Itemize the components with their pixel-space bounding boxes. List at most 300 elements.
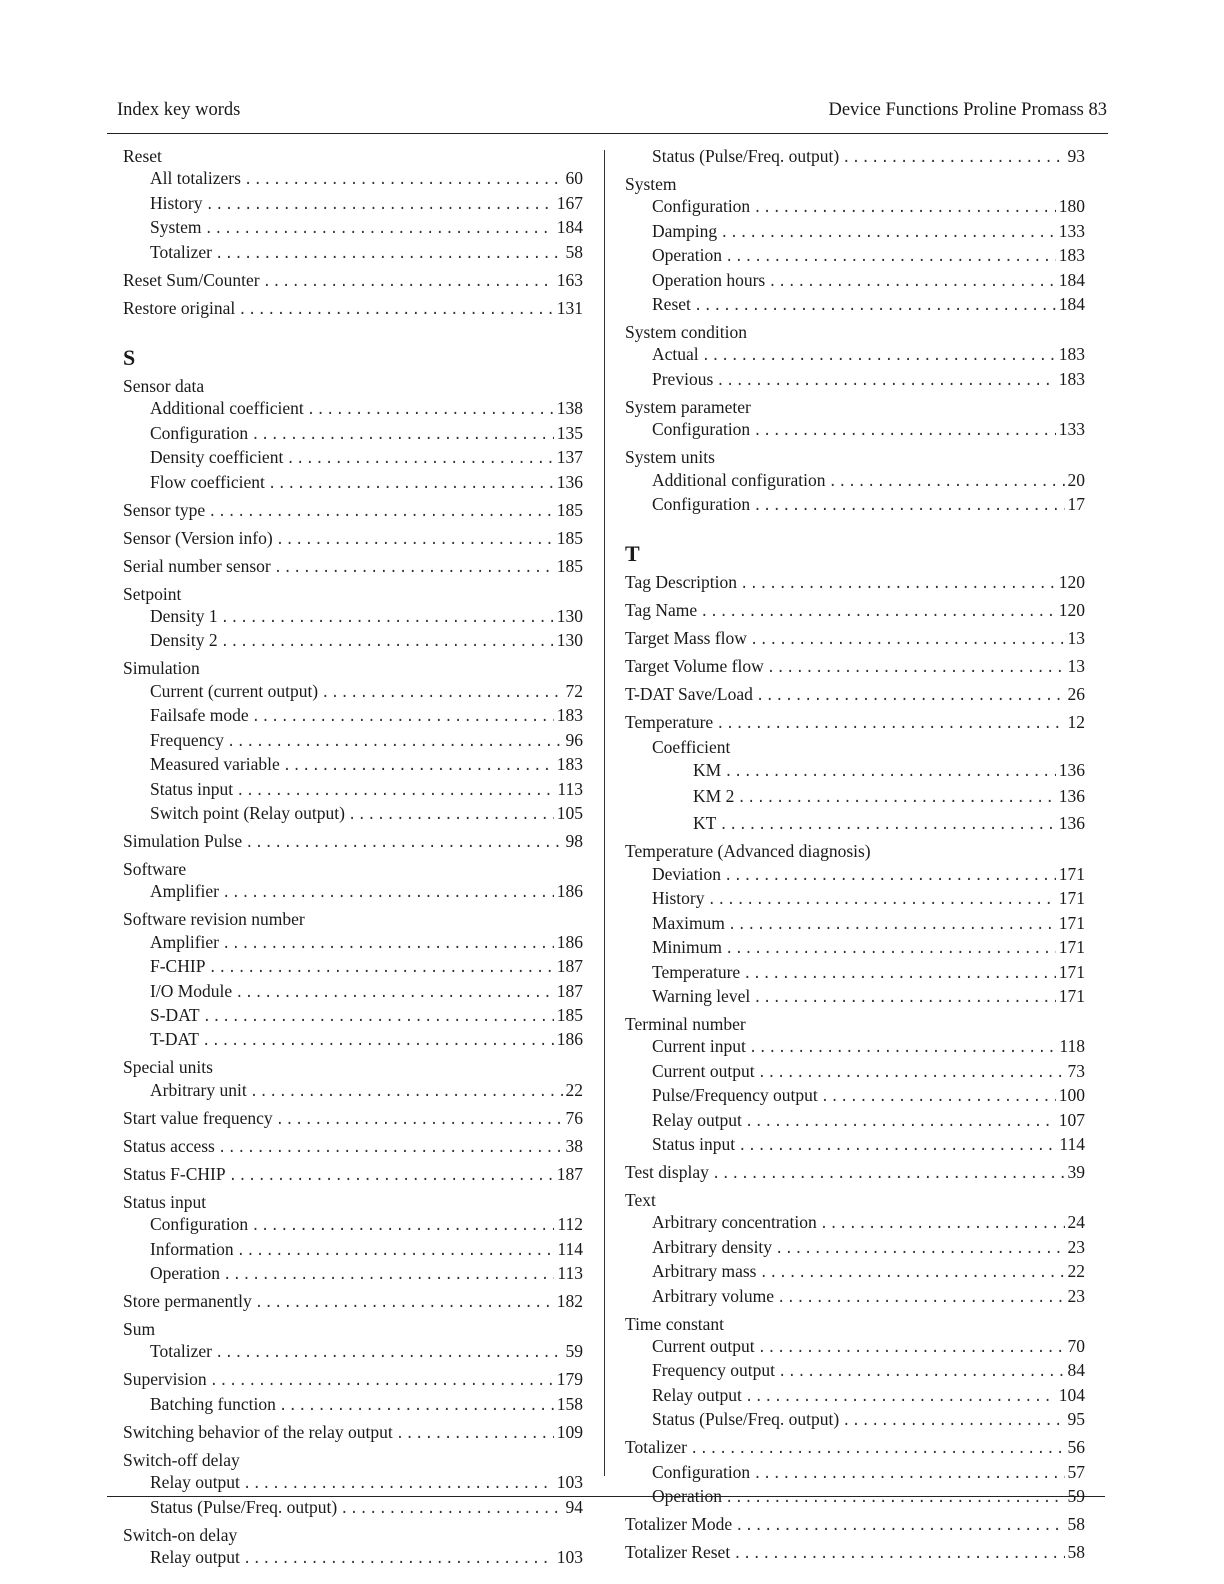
leader-dots — [756, 685, 1065, 707]
page-number: 22 — [565, 1079, 583, 1100]
index-term: Operation — [652, 1486, 722, 1507]
leader-dots — [725, 1487, 1065, 1509]
index-term: Current (current output) — [150, 680, 319, 701]
leader-dots — [245, 832, 562, 854]
index-entry — [123, 778, 583, 802]
index-term: Temperature — [652, 961, 741, 982]
index-heading: Switch-on delay — [123, 1524, 238, 1545]
leader-dots — [740, 573, 1056, 595]
leader-dots — [767, 657, 1065, 679]
index-entry — [123, 422, 583, 446]
page-number: 58 — [1067, 1542, 1085, 1563]
index-entry — [625, 1133, 1085, 1157]
leader-dots — [229, 1165, 554, 1187]
index-group — [123, 1318, 583, 1365]
index-term: Configuration — [652, 1461, 751, 1482]
page-number: 22 — [1067, 1261, 1085, 1282]
index-term: Flow coefficient — [150, 471, 265, 492]
index-entry — [123, 241, 583, 265]
page-number: 133 — [1058, 419, 1085, 440]
index-term: Reset Sum/Counter — [123, 269, 260, 290]
leader-dots — [708, 889, 1056, 911]
index-entry — [123, 1496, 583, 1520]
page-number: 60 — [565, 168, 583, 189]
index-term: All totalizers — [150, 168, 241, 189]
index-term: KM 2 — [693, 786, 735, 807]
index-term: Frequency output — [652, 1360, 775, 1381]
leader-dots — [735, 1515, 1064, 1537]
leader-dots — [760, 1262, 1065, 1284]
index-group — [625, 446, 1085, 517]
leader-dots — [276, 529, 554, 551]
index-group — [123, 1449, 583, 1520]
leader-dots — [221, 631, 554, 653]
index-group — [625, 599, 1085, 623]
index-entry — [123, 269, 583, 293]
leader-dots — [222, 882, 554, 904]
index-entry — [625, 1211, 1085, 1235]
index-term: I/O Module — [150, 980, 233, 1001]
page-number: 186 — [556, 931, 583, 952]
page-header — [117, 100, 1107, 128]
leader-dots — [203, 1006, 554, 1028]
index-term: Supervision — [123, 1369, 207, 1390]
page-number: 186 — [556, 881, 583, 902]
index-column-left — [123, 145, 583, 1570]
index-group — [625, 627, 1085, 651]
page-number: 93 — [1067, 146, 1085, 166]
index-entry — [625, 1335, 1085, 1359]
leader-dots — [725, 938, 1056, 960]
page-number: 58 — [1067, 1514, 1085, 1535]
leader-dots — [720, 222, 1056, 244]
index-entry — [625, 1408, 1085, 1432]
header-rule — [107, 133, 1108, 134]
index-term: KT — [693, 812, 717, 833]
leader-dots — [753, 987, 1056, 1009]
leader-dots — [283, 755, 554, 777]
page-number: 57 — [1067, 1461, 1085, 1482]
index-entry — [625, 145, 1085, 169]
leader-dots — [753, 197, 1056, 219]
leader-dots — [321, 682, 562, 704]
leader-dots — [737, 786, 1055, 810]
leader-dots — [775, 1238, 1064, 1260]
leader-dots — [307, 399, 554, 421]
page-number: 58 — [565, 241, 583, 262]
leader-dots — [202, 1030, 554, 1052]
index-term: Density 2 — [150, 630, 218, 651]
index-group — [123, 1368, 583, 1417]
index-term: Store permanently — [123, 1290, 252, 1311]
leader-dots — [206, 194, 554, 216]
leader-dots — [252, 706, 554, 728]
leader-dots — [725, 246, 1056, 268]
leader-dots — [251, 1215, 554, 1237]
page-number: 26 — [1067, 684, 1085, 705]
page-number: 23 — [1067, 1285, 1085, 1306]
column-divider — [604, 150, 605, 1476]
index-heading: Switch-off delay — [123, 1449, 240, 1470]
index-term: Configuration — [150, 422, 249, 443]
index-group — [123, 1056, 583, 1103]
header-document-title: Device Functions Proline Promass 83 — [828, 100, 1107, 120]
index-heading: Software revision number — [123, 909, 305, 930]
index-entry — [625, 1384, 1085, 1408]
leader-dots — [778, 1361, 1065, 1383]
index-group — [123, 830, 583, 854]
page-number: 137 — [556, 447, 583, 468]
leader-dots — [286, 448, 553, 470]
index-entry — [625, 1084, 1085, 1108]
index-group — [123, 1107, 583, 1131]
index-group — [123, 499, 583, 523]
index-term: Current output — [652, 1060, 755, 1081]
index-term: History — [652, 888, 705, 909]
leader-dots — [215, 1342, 563, 1364]
page-number: 185 — [556, 555, 583, 576]
index-entry — [625, 961, 1085, 985]
page-number: 180 — [1058, 196, 1085, 217]
index-term: Switching behavior of the relay output — [123, 1421, 393, 1442]
index-group — [625, 1313, 1085, 1433]
index-entry — [123, 1262, 583, 1286]
index-group — [625, 655, 1085, 679]
index-group — [123, 1163, 583, 1187]
index-entry — [123, 680, 583, 704]
leader-dots — [777, 1287, 1065, 1309]
index-entry — [123, 605, 583, 629]
index-term: Damping — [652, 220, 718, 241]
page-number: 183 — [556, 705, 583, 726]
index-entry — [625, 195, 1085, 219]
index-entry — [625, 985, 1085, 1009]
page-number: 130 — [556, 630, 583, 651]
page-number: 167 — [556, 192, 583, 213]
index-term: Temperature — [625, 712, 714, 733]
index-group — [123, 1290, 583, 1314]
index-entry — [625, 758, 1085, 784]
index-term: Status access — [123, 1135, 215, 1156]
leader-dots — [745, 1386, 1056, 1408]
page-number: 24 — [1067, 1212, 1085, 1233]
page-number: 104 — [1058, 1384, 1085, 1405]
page-number: 103 — [556, 1547, 583, 1567]
page-number: 105 — [556, 802, 583, 823]
index-entry — [625, 1485, 1085, 1509]
leader-dots — [753, 495, 1064, 517]
index-heading: System units — [625, 447, 715, 468]
index-term: Configuration — [652, 196, 751, 217]
index-entry — [625, 269, 1085, 293]
index-group — [123, 297, 583, 321]
index-group — [123, 1421, 583, 1445]
index-group — [625, 321, 1085, 392]
index-entry — [123, 555, 583, 579]
index-term: Operation hours — [652, 269, 766, 290]
leader-dots — [236, 780, 554, 802]
index-entry — [123, 1028, 583, 1052]
index-group — [123, 583, 583, 654]
leader-dots — [223, 1264, 554, 1286]
index-column-right — [625, 145, 1085, 1565]
index-entry — [123, 802, 583, 826]
page-number: 187 — [556, 980, 583, 1001]
index-term: T-DAT Save/Load — [625, 684, 753, 705]
index-entry — [625, 220, 1085, 244]
index-entry — [625, 293, 1085, 317]
page-number: 84 — [1067, 1360, 1085, 1381]
index-entry — [625, 1513, 1085, 1537]
page-number: 171 — [1058, 863, 1085, 884]
index-entry — [625, 368, 1085, 392]
index-entry — [123, 1393, 583, 1417]
index-group — [625, 1541, 1085, 1565]
leader-dots — [694, 295, 1056, 317]
index-entry — [123, 980, 583, 1004]
index-term: Previous — [652, 368, 714, 389]
index-term: Arbitrary density — [652, 1236, 773, 1257]
index-entry — [625, 1109, 1085, 1133]
page-number: 94 — [565, 1496, 583, 1517]
index-entry — [123, 753, 583, 777]
index-group — [123, 908, 583, 1052]
leader-dots — [750, 629, 1065, 651]
index-group — [625, 1513, 1085, 1537]
page-number: 184 — [1058, 269, 1085, 290]
index-group — [123, 555, 583, 579]
index-entry — [123, 1290, 583, 1314]
index-subheading: Coefficient — [652, 736, 731, 757]
page-number: 56 — [1067, 1437, 1085, 1458]
leader-dots — [716, 370, 1056, 392]
index-term: Minimum — [652, 937, 723, 958]
index-group — [123, 527, 583, 551]
leader-dots — [222, 933, 554, 955]
index-group — [625, 1189, 1085, 1309]
index-term: Arbitrary unit — [150, 1079, 247, 1100]
leader-dots — [205, 218, 554, 240]
leader-dots — [210, 1370, 554, 1392]
index-term: Totalizer Reset — [625, 1542, 731, 1563]
index-group — [123, 269, 583, 293]
index-entry — [123, 629, 583, 653]
page-number: 133 — [1058, 220, 1085, 241]
page-number: 184 — [1058, 294, 1085, 315]
page-number: 39 — [1067, 1161, 1085, 1182]
index-entry — [625, 1236, 1085, 1260]
page-number: 59 — [1067, 1486, 1085, 1507]
index-entry — [123, 216, 583, 240]
page-number: 171 — [1058, 937, 1085, 958]
page-number: 171 — [1058, 961, 1085, 982]
leader-dots — [263, 271, 554, 293]
leader-dots — [821, 1086, 1056, 1108]
letter-heading: T — [625, 541, 640, 567]
index-term: Status F-CHIP — [123, 1163, 226, 1184]
index-term: Relay output — [652, 1109, 742, 1130]
index-entry — [625, 469, 1085, 493]
index-group — [625, 1013, 1085, 1157]
leader-dots — [768, 271, 1056, 293]
index-term: Tag Name — [625, 600, 698, 621]
index-term: Frequency — [150, 729, 224, 750]
page-number: 158 — [556, 1393, 583, 1414]
index-entry — [625, 811, 1085, 837]
index-entry — [123, 729, 583, 753]
page-number: 38 — [565, 1135, 583, 1156]
page-number: 114 — [1059, 1133, 1085, 1154]
index-group — [123, 1135, 583, 1159]
page-number: 120 — [1058, 600, 1085, 621]
leader-dots — [733, 1543, 1064, 1565]
index-entry — [625, 1035, 1085, 1059]
index-entry — [123, 1004, 583, 1028]
index-group — [123, 375, 583, 495]
leader-dots — [753, 420, 1056, 442]
index-term: Operation — [150, 1262, 220, 1283]
leader-dots — [753, 1463, 1064, 1485]
leader-dots — [743, 963, 1056, 985]
index-term: Information — [150, 1238, 234, 1259]
leader-dots — [244, 169, 563, 191]
leader-dots — [221, 607, 554, 629]
leader-dots — [237, 1240, 555, 1262]
index-term: Warning level — [652, 985, 751, 1006]
index-entry — [625, 599, 1085, 623]
header-section-title: Index key words — [117, 100, 241, 120]
index-entry — [625, 418, 1085, 442]
page-number: 113 — [557, 1262, 583, 1283]
page-number: 118 — [1059, 1036, 1085, 1057]
index-term: Status input — [652, 1133, 736, 1154]
page-number: 109 — [556, 1421, 583, 1442]
index-term: S-DAT — [150, 1004, 200, 1025]
index-group — [625, 173, 1085, 317]
page-number: 179 — [556, 1369, 583, 1390]
page-number: 183 — [1058, 368, 1085, 389]
leader-dots — [396, 1423, 554, 1445]
page-number: 187 — [556, 1163, 583, 1184]
page-number: 136 — [556, 471, 583, 492]
index-term: Batching function — [150, 1393, 276, 1414]
index-term: Amplifier — [150, 881, 220, 902]
index-heading: Sensor data — [123, 376, 205, 397]
index-term: Deviation — [652, 863, 722, 884]
index-entry — [123, 704, 583, 728]
page-number: 23 — [1067, 1236, 1085, 1257]
page-number: 98 — [565, 830, 583, 851]
page-number: 59 — [565, 1341, 583, 1362]
index-term: Configuration — [652, 419, 751, 440]
page-number: 113 — [557, 778, 583, 799]
page-number: 186 — [556, 1029, 583, 1050]
index-term: Totalizer — [150, 1341, 212, 1362]
index-entry — [625, 863, 1085, 887]
index-term: System — [150, 217, 202, 238]
index-group — [123, 657, 583, 826]
index-entry — [625, 1060, 1085, 1084]
index-entry — [123, 1546, 583, 1570]
page-number: 136 — [1058, 786, 1085, 807]
index-term: Current output — [652, 1335, 755, 1356]
leader-dots — [829, 471, 1065, 493]
index-term: Actual — [652, 344, 699, 365]
index-term: Relay output — [150, 1547, 240, 1567]
index-term: Tag Description — [625, 572, 738, 593]
index-term: Reset — [652, 294, 691, 315]
index-term: Amplifier — [150, 931, 220, 952]
index-term: Totalizer — [150, 241, 212, 262]
index-entry — [625, 571, 1085, 595]
index-term: Additional coefficient — [150, 398, 304, 419]
index-term: Sensor type — [123, 499, 206, 520]
index-group — [625, 711, 1085, 836]
index-entry — [625, 1436, 1085, 1460]
index-term: Arbitrary volume — [652, 1285, 774, 1306]
leader-dots — [724, 865, 1056, 887]
index-entry — [625, 887, 1085, 911]
leader-dots — [702, 345, 1056, 367]
leader-dots — [274, 557, 554, 579]
page-number: 136 — [1058, 812, 1085, 833]
index-entry — [123, 830, 583, 854]
page-number: 185 — [556, 499, 583, 520]
index-entry — [123, 1213, 583, 1237]
index-entry — [123, 471, 583, 495]
index-term: Totalizer — [625, 1437, 687, 1458]
index-term: Sensor (Version info) — [123, 527, 273, 548]
index-heading: Time constant — [625, 1313, 725, 1334]
index-entry — [123, 1238, 583, 1262]
index-entry — [625, 784, 1085, 810]
page-number: 72 — [565, 680, 583, 701]
index-entry — [625, 1285, 1085, 1309]
page-number: 73 — [1067, 1060, 1085, 1081]
page-number: 171 — [1058, 985, 1085, 1006]
leader-dots — [758, 1062, 1065, 1084]
index-term: Failsafe mode — [150, 705, 249, 726]
index-entry — [123, 1471, 583, 1495]
page-number: 183 — [1058, 245, 1085, 266]
index-entry — [123, 931, 583, 955]
page-number: 182 — [556, 1290, 583, 1311]
index-entry — [625, 683, 1085, 707]
index-entry — [625, 244, 1085, 268]
leader-dots — [749, 1037, 1057, 1059]
page-number: 131 — [556, 297, 583, 318]
page-number: 13 — [1067, 628, 1085, 649]
index-entry — [123, 1107, 583, 1131]
index-term: Density coefficient — [150, 447, 284, 468]
index-entry — [123, 1421, 583, 1445]
leader-dots — [758, 1337, 1065, 1359]
index-group — [625, 1436, 1085, 1509]
index-term: KM — [693, 760, 722, 781]
index-term: Switch point (Relay output) — [150, 802, 345, 823]
index-entry — [625, 655, 1085, 679]
leader-dots — [348, 804, 554, 826]
page-number: 183 — [556, 754, 583, 775]
page-number: 183 — [1058, 344, 1085, 365]
page-number: 76 — [565, 1107, 583, 1128]
page-number: 138 — [556, 398, 583, 419]
leader-dots — [255, 1292, 554, 1314]
index-heading: System — [625, 174, 677, 194]
page-number: 103 — [556, 1472, 583, 1493]
index-term: Measured variable — [150, 754, 280, 775]
index-term: T-DAT — [150, 1029, 199, 1050]
